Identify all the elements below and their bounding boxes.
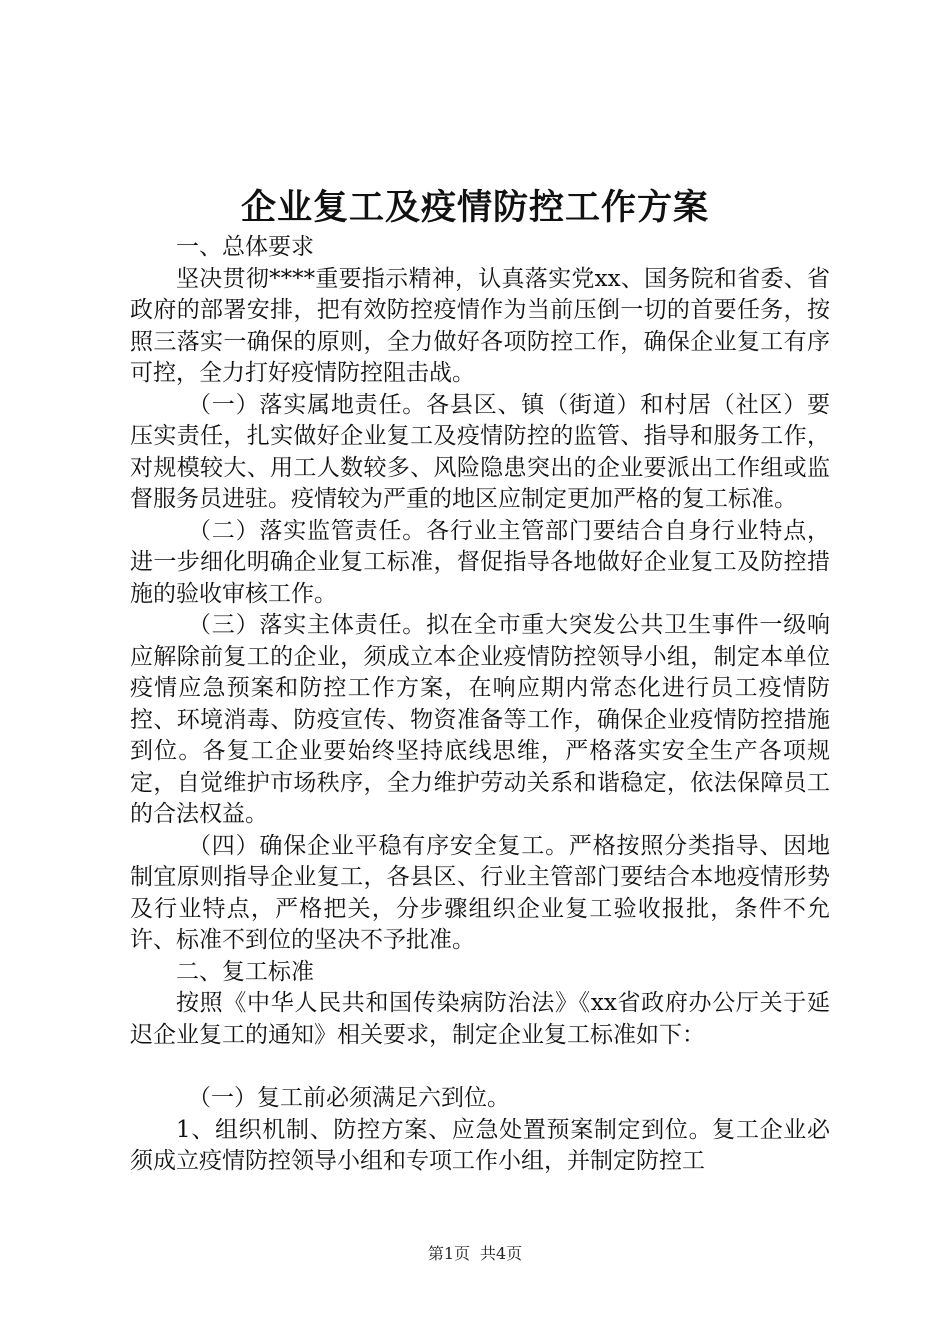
paragraph: （四）确保企业平稳有序安全复工。严格按照分类指导、因地制宜原则指导企业复工，各县区、行业主管部门要结合本地疫情形势及行业特点，严格把关，分步骤组织企业复工验收报批，条件不允许、标准不到位的坚决不予批准。 [130,832,830,953]
page-number: 第1页 [427,1244,470,1263]
paragraph: （三）落实主体责任。拟在全市重大突发公共卫生事件一级响应解除前复工的企业，须成立本企业疫情防控领导小组，制定本单位疫情应急预案和防控工作方案，在响应期内常态化进行员工疫情防控、环境消毒、防疫宣传、物资准备等工作，确保企业疫情防控措施到位。各复工企业要始终坚持底线思维，严格落实安全生产各项规定，自觉维护市场秩序，全力维护劳动关系和谐稳定，依法保障员工的合法权益。 [130,612,830,827]
section-heading: 二、复工标准 [176,958,314,985]
document-title: 企业复工及疫情防控工作方案 [240,187,709,228]
document-body [130,232,830,1178]
paragraph: 坚决贯彻****重要指示精神，认真落实党xx、国务院和省委、省政府的部署安排，把有效防控疫情作为当前压倒一切的首要任务，按照三落实一确保的原则，全力做好各项防控工作，确保企业复工有序可控，全力打好疫情防控阻击战。 [130,265,830,386]
page-footer [0,1243,950,1265]
paragraph: （二）落实监管责任。各行业主管部门要结合自身行业特点，进一步细化明确企业复工标准，督促指导各地做好企业复工及防控措施的验收审核工作。 [130,517,830,607]
paragraph: （一）落实属地责任。各县区、镇（街道）和村居（社区）要压实责任，扎实做好企业复工及疫情防控的监管、指导和服务工作，对规模较大、用工人数较多、风险隐患突出的企业要派出工作组或监督服务员进驻。疫情较为严重的地区应制定更加严格的复工标准。 [130,391,830,512]
paragraph: 1、组织机制、防控方案、应急处置预案制定到位。复工企业必须成立疫情防控领导小组和专项工作小组，并制定防控工 [130,1116,830,1174]
paragraph: 按照《中华人民共和国传染病防治法》《xx省政府办公厅关于延迟企业复工的通知》相关要求，制定企业复工标准如下： [130,990,830,1048]
page-total: 共4页 [480,1244,523,1263]
subsection-heading: （一）复工前必须满足六到位。 [188,1085,510,1111]
section-heading: 一、总体要求 [176,234,314,260]
